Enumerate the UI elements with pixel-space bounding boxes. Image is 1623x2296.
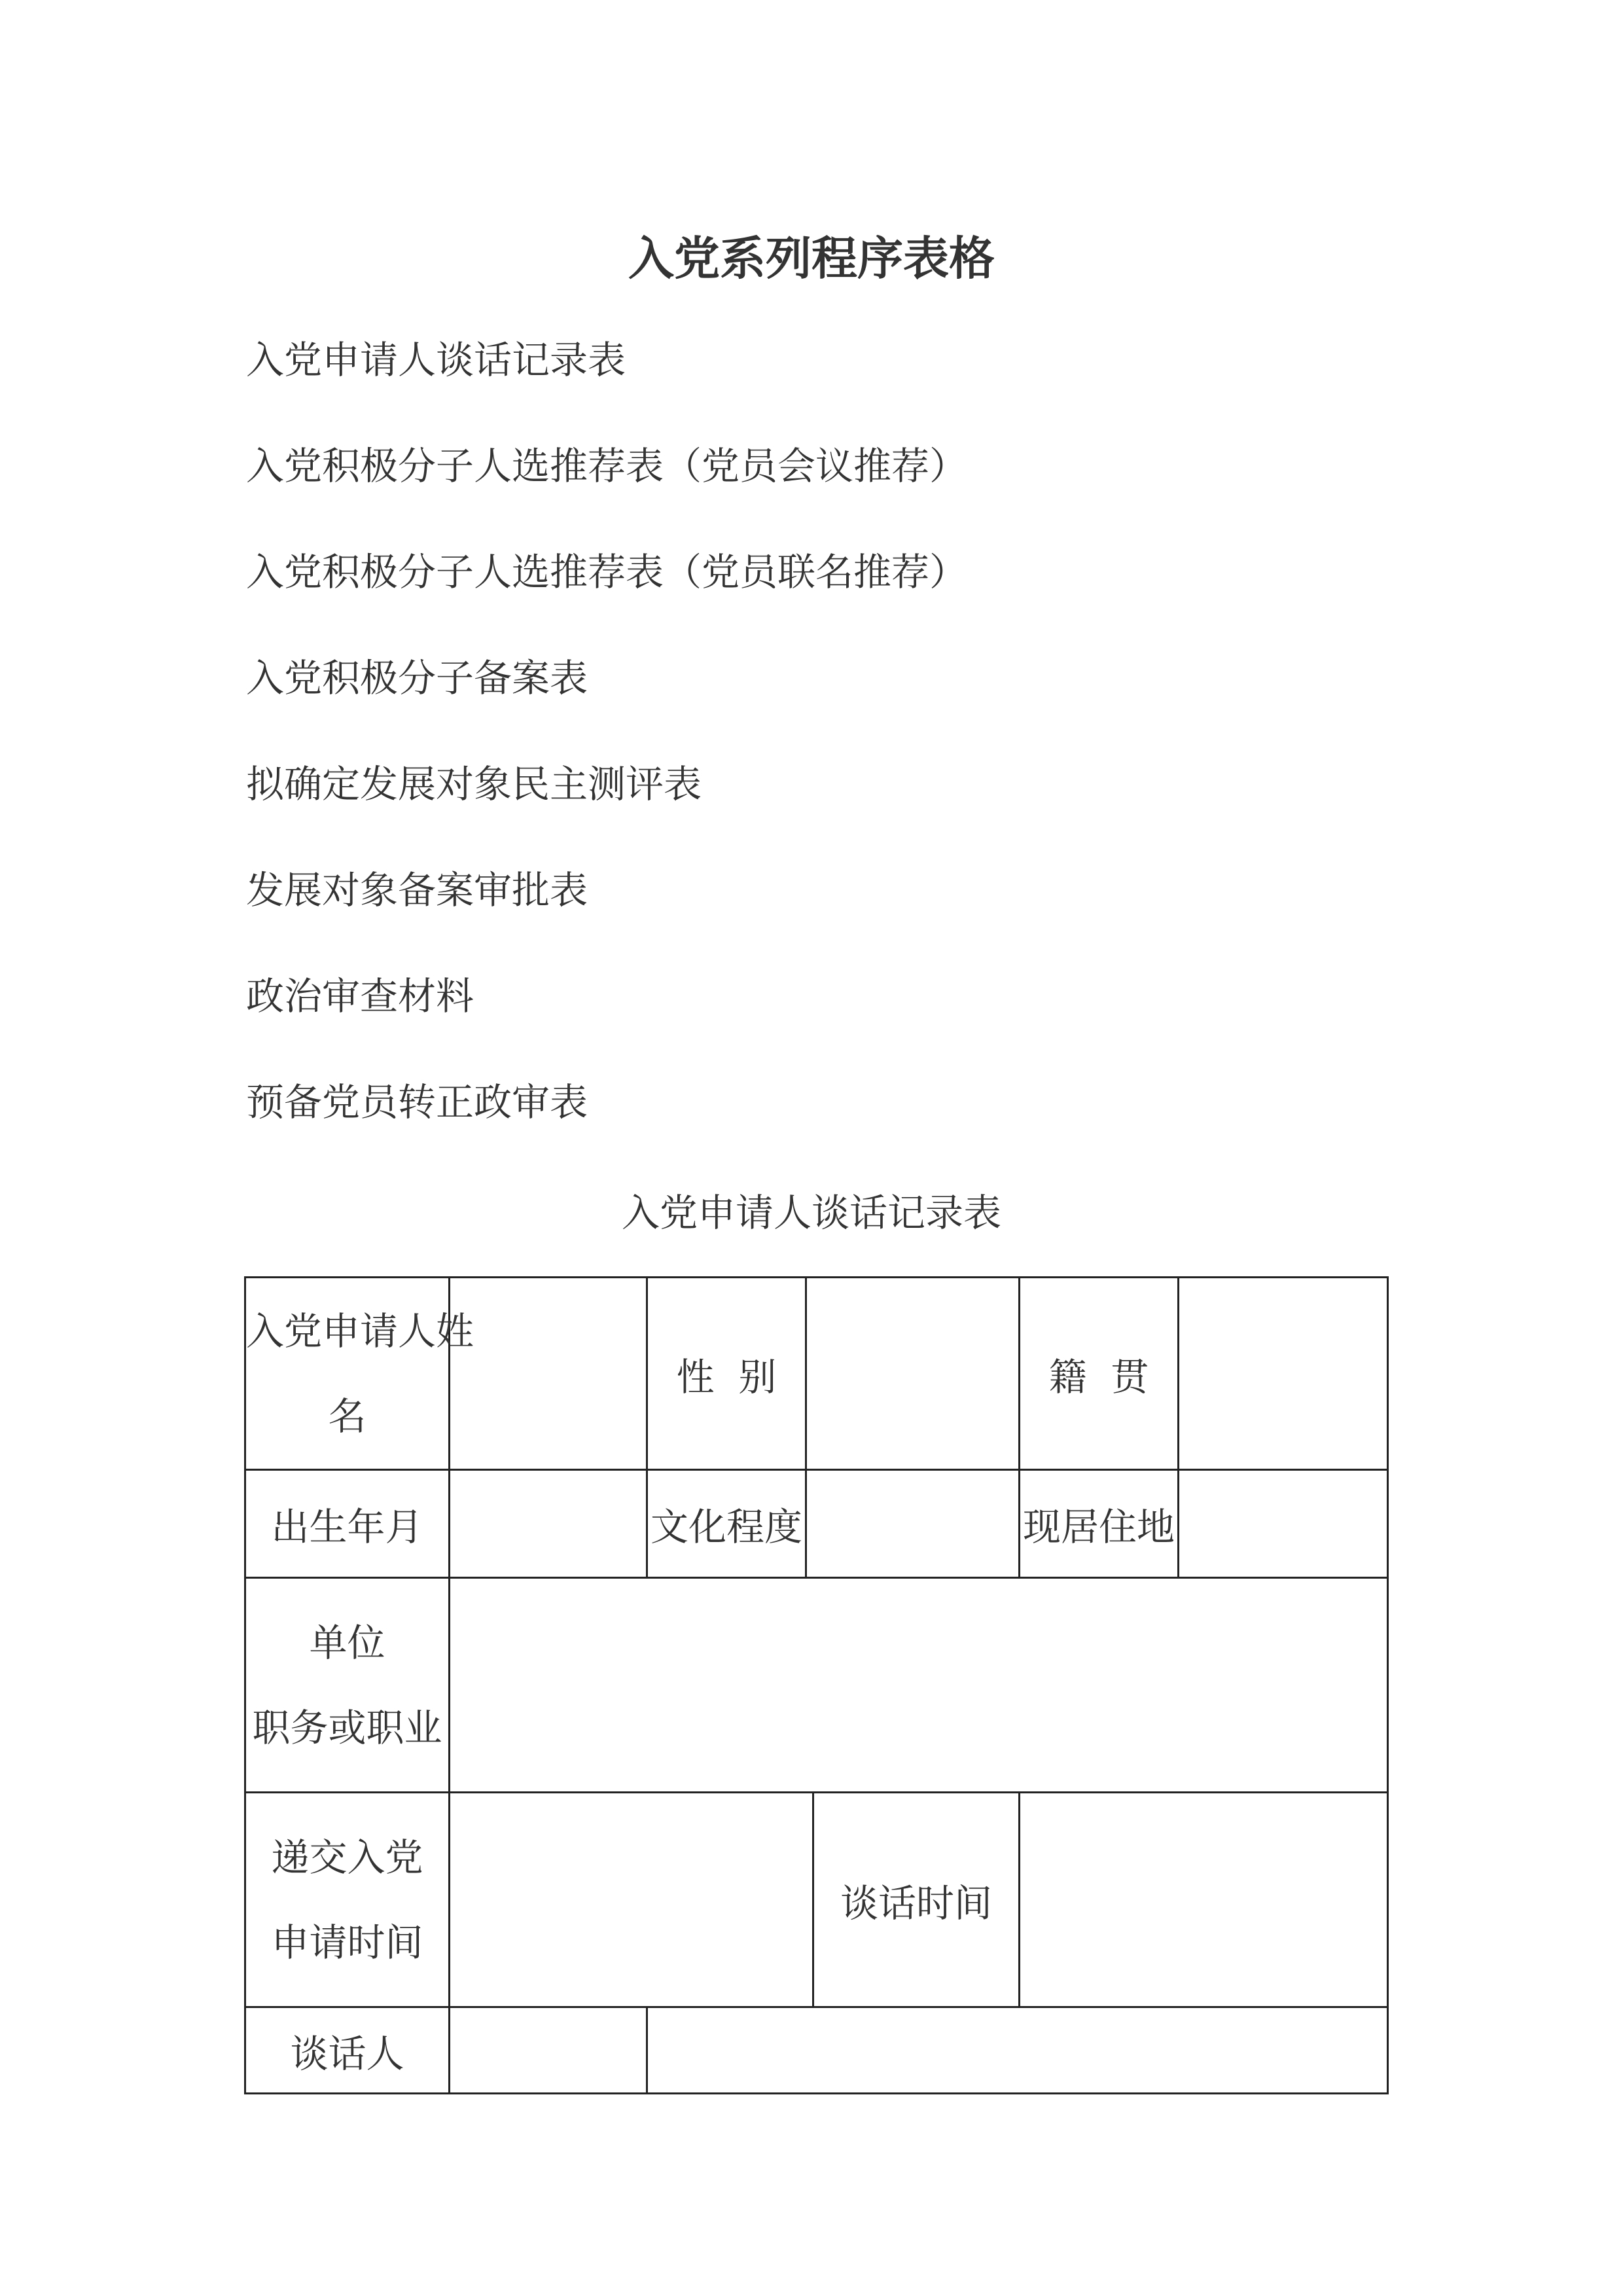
- education-label: 文化程度: [647, 1470, 806, 1578]
- page-title: 入党系列程序表格: [628, 232, 995, 285]
- native-place-label: 籍 贯: [1020, 1278, 1179, 1470]
- residence-field[interactable]: [1179, 1470, 1388, 1578]
- education-field[interactable]: [806, 1470, 1020, 1578]
- toc-item: 发展对象备案审批表: [246, 868, 588, 912]
- talk-time-label: 谈话时间: [813, 1793, 1020, 2007]
- birth-date-label: 出生年月: [245, 1470, 450, 1578]
- toc-item: 入党积极分子备案表: [246, 656, 588, 700]
- toc-item: 入党申请人谈话记录表: [246, 338, 626, 382]
- toc-item: 政治审查材料: [246, 974, 474, 1018]
- residence-label: 现居住地: [1020, 1470, 1179, 1578]
- gender-label: 性 别: [647, 1278, 806, 1470]
- form-title: 入党申请人谈话记录表: [621, 1191, 1001, 1235]
- talker-field[interactable]: [450, 2007, 647, 2094]
- toc-list: [246, 331, 967, 1179]
- talker-extra-field[interactable]: [647, 2007, 1388, 2094]
- table-row: [245, 1470, 1388, 1578]
- table-row: [245, 1578, 1388, 1793]
- table-row: [245, 1278, 1388, 1470]
- unit-position-field[interactable]: [450, 1578, 1388, 1793]
- applicant-name-field[interactable]: [450, 1278, 647, 1470]
- toc-item: 拟确定发展对象民主测评表: [246, 762, 702, 806]
- native-place-field[interactable]: [1179, 1278, 1388, 1470]
- table-row: [245, 2007, 1388, 2094]
- applicant-name-label: 入党申请人姓 名: [245, 1278, 450, 1470]
- application-date-label: 递交入党 申请时间: [245, 1793, 450, 2007]
- talk-time-field[interactable]: [1020, 1793, 1388, 2007]
- unit-position-label: 单位 职务或职业: [245, 1578, 450, 1793]
- birth-date-field[interactable]: [450, 1470, 647, 1578]
- table-row: [245, 1793, 1388, 2007]
- gender-field[interactable]: [806, 1278, 1020, 1470]
- talker-label: 谈话人: [245, 2007, 450, 2094]
- toc-item: 预备党员转正政审表: [246, 1080, 588, 1124]
- toc-item: 入党积极分子人选推荐表（党员联名推荐）: [246, 550, 968, 594]
- interview-record-form: [244, 1276, 1389, 2094]
- toc-item: 入党积极分子人选推荐表（党员会议推荐）: [246, 444, 968, 488]
- application-date-field[interactable]: [450, 1793, 813, 2007]
